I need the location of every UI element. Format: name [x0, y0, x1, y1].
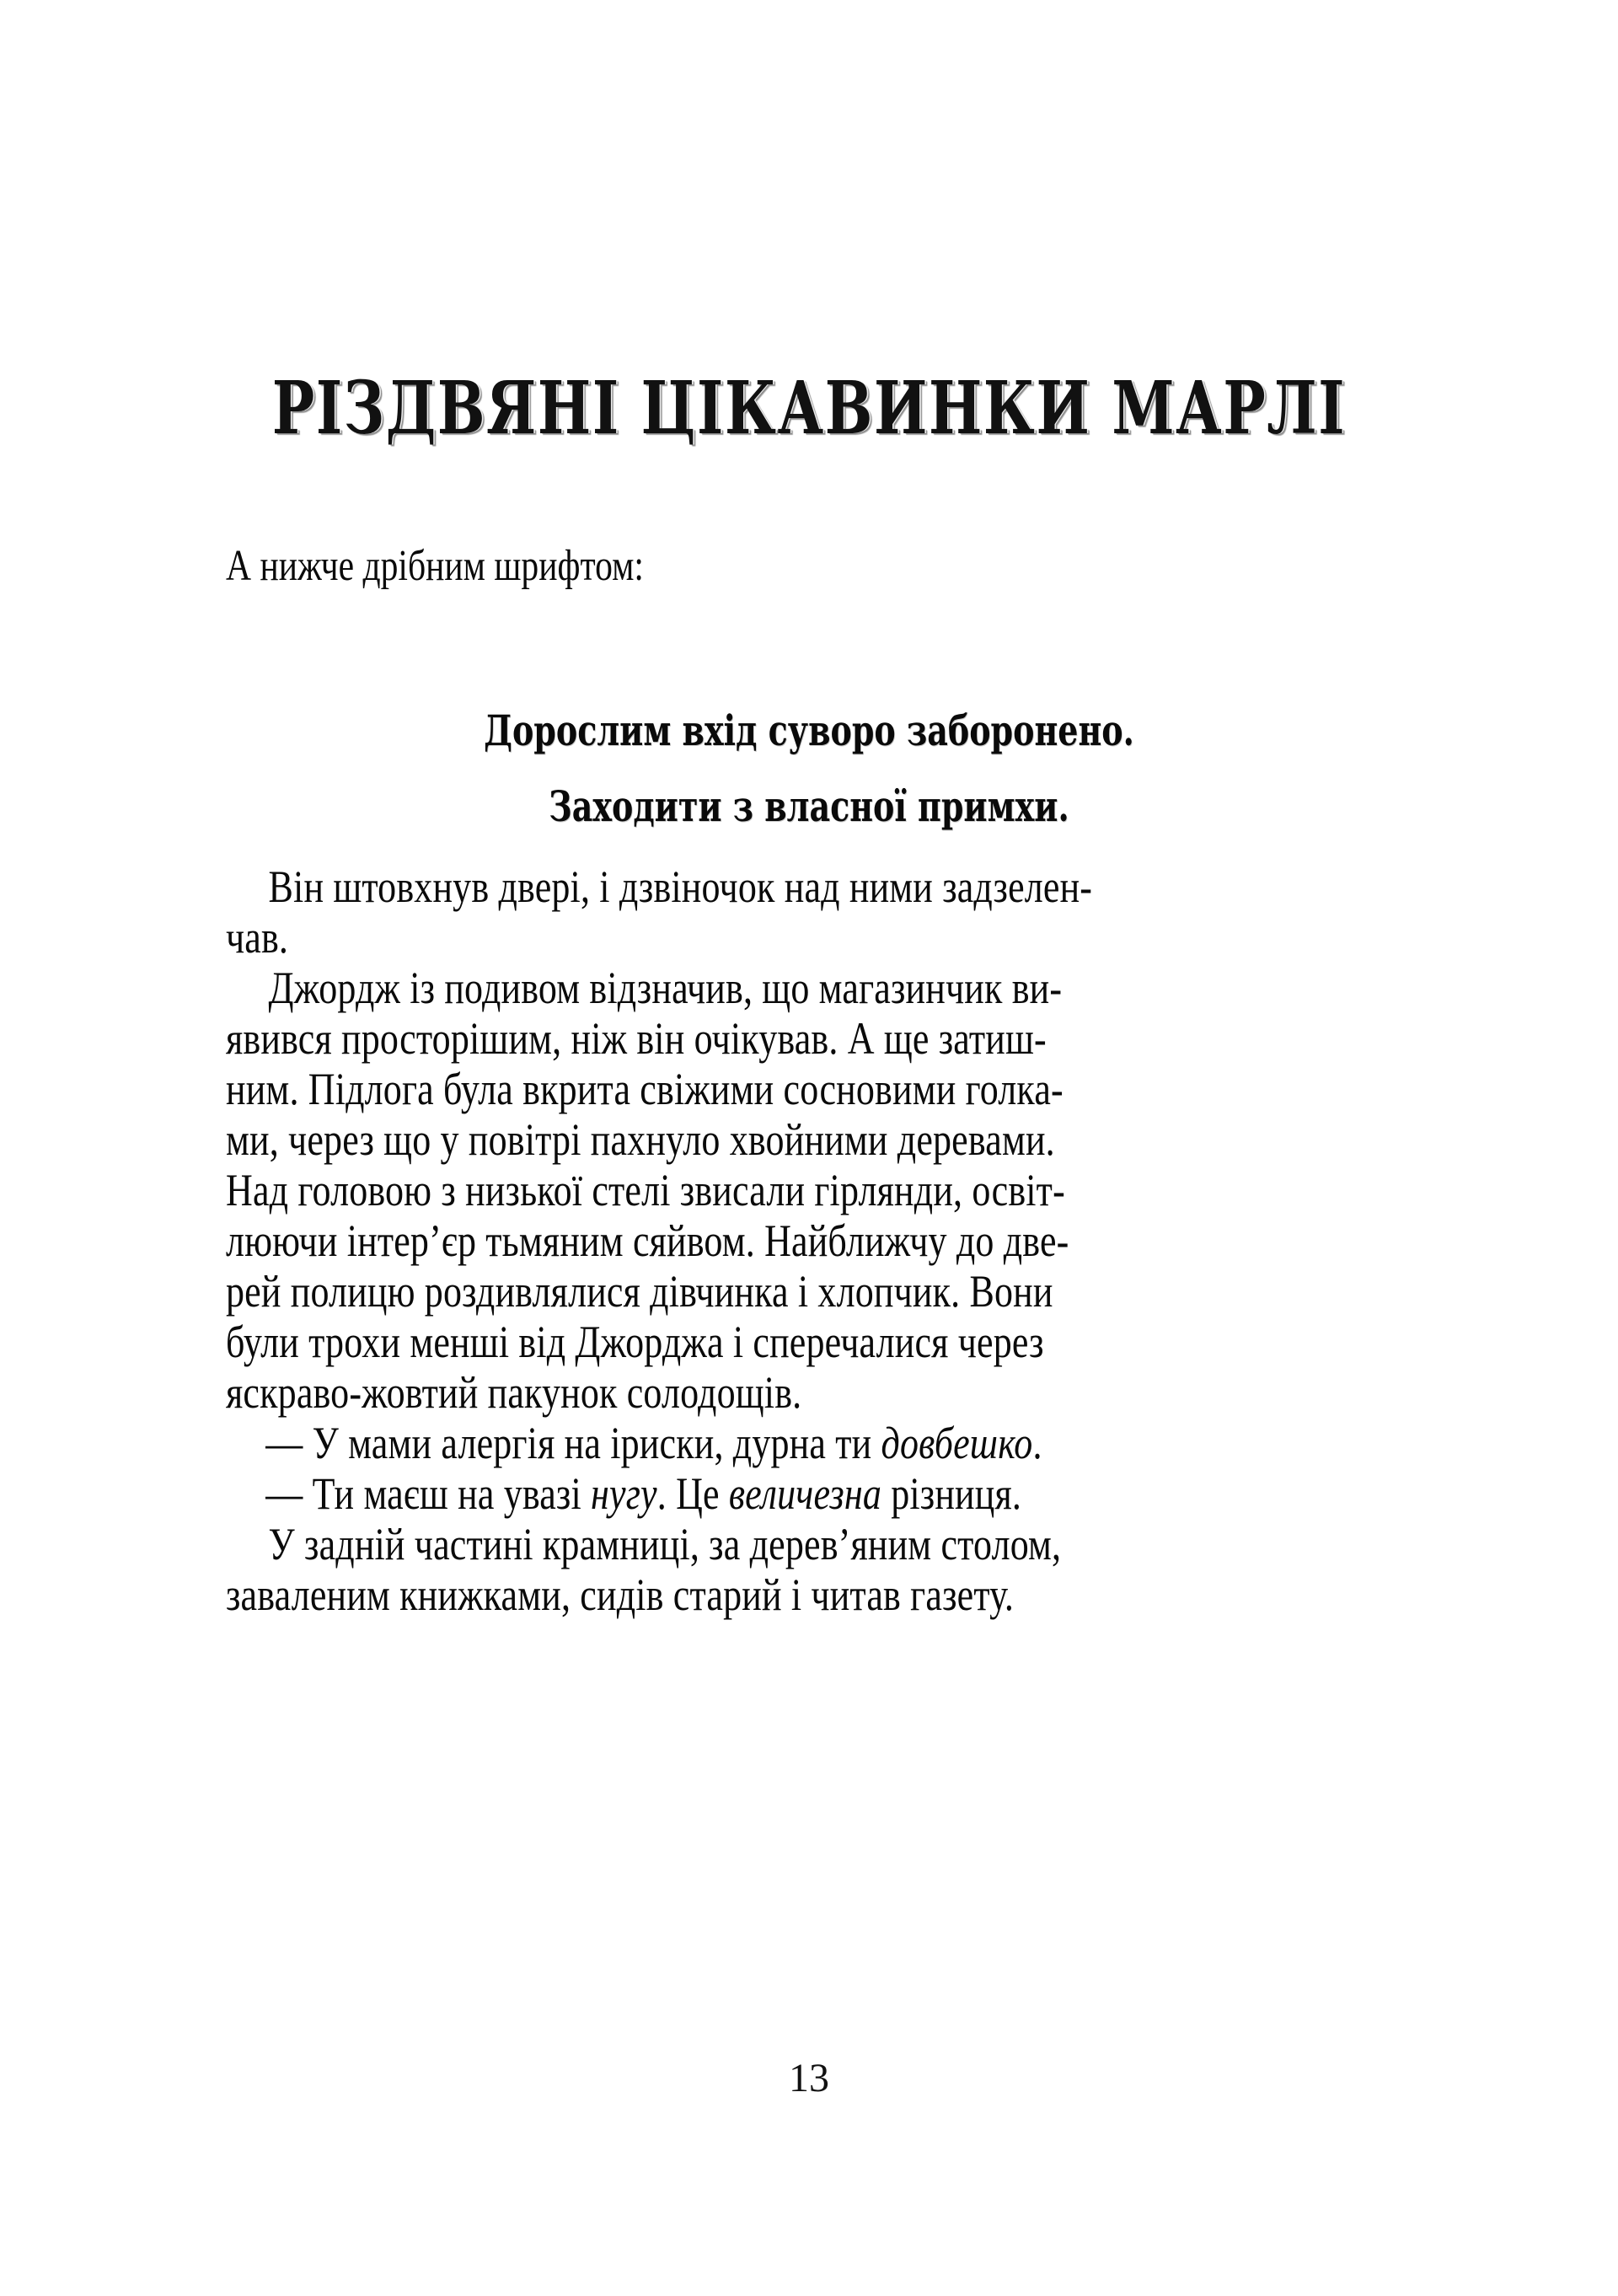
- body-line: Він штовхнув двері, і дзвіночок над ними задзелен-: [268, 861, 1093, 912]
- body-line: ми, через що у повітрі пахнуло хвойними деревами.: [226, 1114, 1055, 1165]
- body-text-run: .: [1032, 1418, 1042, 1468]
- sign-line-1: Дорослим вхід суворо заборонено.: [484, 705, 1134, 755]
- body-text-run: — Ти маєш на увазі: [265, 1468, 592, 1519]
- body-line: чав.: [226, 912, 289, 963]
- sign-line-2: Заходити з власної примхи.: [549, 781, 1069, 831]
- body-text-run: . Це: [656, 1468, 729, 1519]
- body-line: заваленим книжками, сидів старий і читав газету.: [226, 1569, 1015, 1620]
- body-line: ним. Підлога була вкрита свіжими сосновими голка-: [226, 1064, 1063, 1114]
- body-line: явився просторішим, ніж він очікував. А ще затиш-: [226, 1013, 1047, 1064]
- emphasis-word: величезна: [728, 1468, 882, 1519]
- body-line: Над головою з низької стелі звисали гірлянди, освіт-: [226, 1165, 1065, 1215]
- body-line: [226, 1468, 1174, 1519]
- body-line: Джордж із подивом відзначив, що магазинчик ви-: [268, 963, 1063, 1013]
- body-text-run: — У мами алергія на іриски, дурна ти: [265, 1418, 881, 1468]
- lead-in-line: А нижче дрібним шрифтом:: [226, 542, 644, 590]
- body-text-run: різниця.: [881, 1468, 1022, 1519]
- page-number: 13: [789, 2056, 829, 2100]
- body-text: [226, 861, 1389, 1620]
- emphasis-word: довбешко: [881, 1418, 1033, 1468]
- body-line: були трохи менші від Джорджа і сперечалися через: [226, 1317, 1044, 1367]
- body-line: яскраво-жовтий пакунок солодощів.: [226, 1367, 802, 1418]
- body-line: рей полицю роздивлялися дівчинка і хлопчик. Вони: [226, 1266, 1053, 1317]
- body-line: люючи інтер’єр тьмяним сяйвом. Найближчу до две-: [226, 1215, 1069, 1266]
- body-line: [226, 1418, 1174, 1468]
- emphasis-word: нугу: [591, 1468, 657, 1519]
- chapter-title: РІЗДВЯНІ ЦІКАВИНКИ МАРЛІ: [271, 365, 1347, 451]
- body-line: У задній частині крамниці, за дерев’яним столом,: [268, 1519, 1062, 1569]
